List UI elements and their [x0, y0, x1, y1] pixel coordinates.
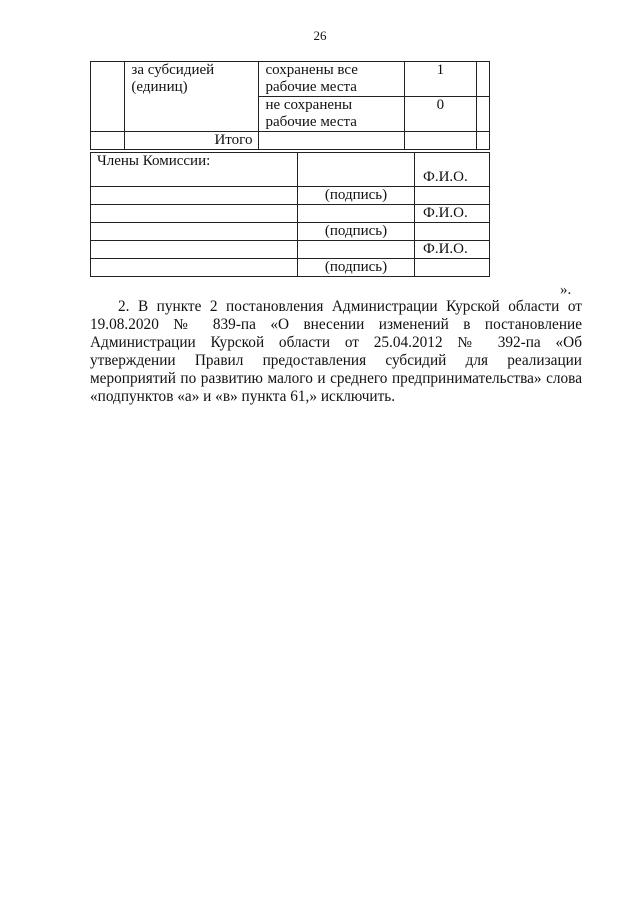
empty-cell [91, 241, 298, 259]
empty-cell [404, 132, 476, 150]
table-row [91, 223, 490, 241]
empty-cell [91, 187, 298, 205]
fio-cell: Ф.И.О. [415, 241, 490, 259]
signature-cell: (подпись) [298, 187, 415, 205]
empty-cell [91, 223, 298, 241]
total-label: Итого [125, 132, 259, 150]
empty-cell [477, 132, 490, 150]
signature-cell: (подпись) [298, 259, 415, 277]
table-row [91, 205, 490, 223]
page-number: 26 [313, 28, 327, 43]
closing-quote: ». [560, 282, 572, 298]
empty-cell [415, 187, 490, 205]
subsidy-label-cell: за субсидией (единиц) [125, 62, 259, 132]
empty-cell [415, 223, 490, 241]
table-row [91, 62, 490, 97]
total-row [91, 132, 490, 150]
fio-cell: Ф.И.О. [415, 153, 490, 187]
commission-table [90, 152, 490, 277]
table-row [91, 153, 490, 187]
empty-cell [91, 259, 298, 277]
signature-cell: (подпись) [298, 223, 415, 241]
members-label: Члены Комиссии: [91, 153, 298, 187]
empty-cell [91, 132, 125, 150]
empty-cell [91, 62, 125, 132]
value-cell: 0 [404, 97, 476, 132]
subsidy-table [90, 61, 490, 150]
table-row [91, 241, 490, 259]
empty-cell [477, 62, 490, 97]
status-cell: не сохранены рабочие места [259, 97, 404, 132]
value-cell: 1 [404, 62, 476, 97]
empty-cell [415, 259, 490, 277]
fio-cell: Ф.И.О. [415, 205, 490, 223]
table-row [91, 187, 490, 205]
empty-cell [477, 97, 490, 132]
empty-cell [91, 205, 298, 223]
table-row [91, 259, 490, 277]
empty-cell [298, 241, 415, 259]
empty-cell [298, 153, 415, 187]
paragraph-text: 2. В пункте 2 постановления Администрации Курской области от 19.08.2020 № 839-па «О внесении изменений в постановление Администрации Курской области от 25.04.2012 № 392-па «Об утверждении Правил предоставления субсидий для реализации мероприятий по развитию малого и среднего предпринимательства» слова «подпунктов «а» и «в» пункта 61,» исключить. [90, 298, 582, 405]
amendment-paragraph [90, 298, 582, 406]
empty-cell [259, 132, 404, 150]
status-cell: сохранены все рабочие места [259, 62, 404, 97]
empty-cell [298, 205, 415, 223]
